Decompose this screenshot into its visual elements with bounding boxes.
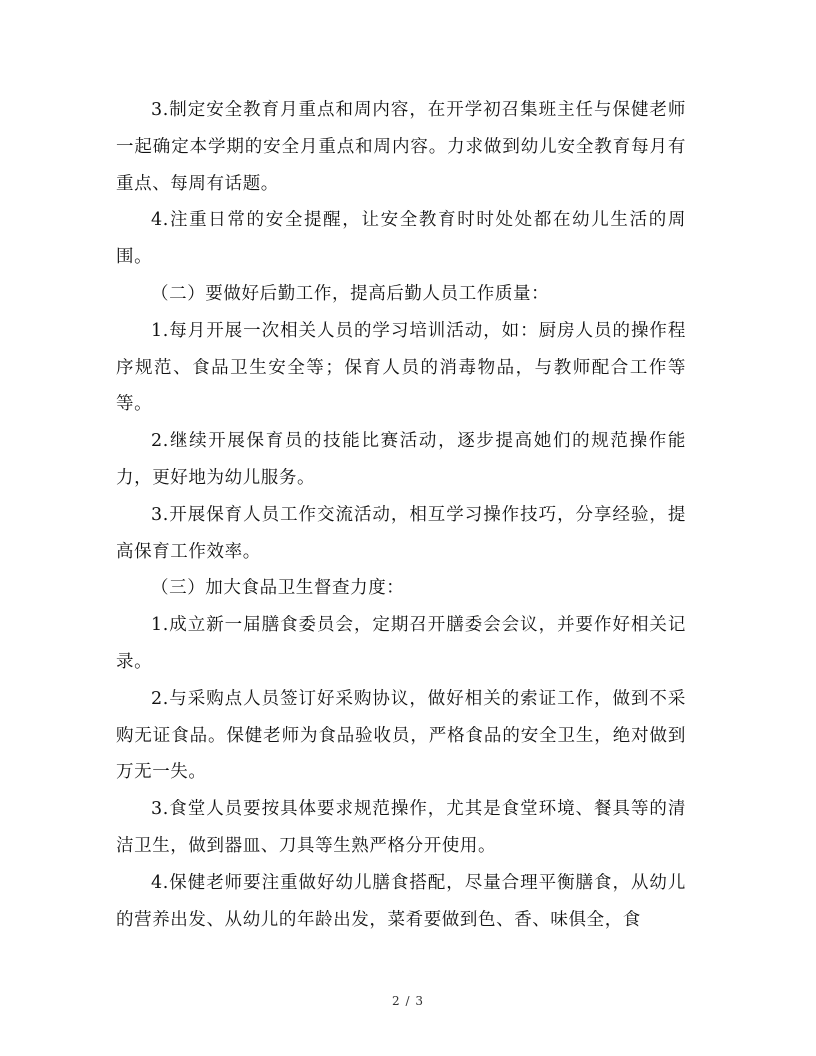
paragraph-3: 1.每月开展一次相关人员的学习培训活动，如：厨房人员的操作程序规范、食品卫生安全等；保育人员的消毒物品，与教师配合工作等等。 <box>116 320 686 415</box>
paragraph-9: 4.保健老师要注重做好幼儿膳食搭配，尽量合理平衡膳食，从幼儿的营养出发、从幼儿的年龄出发，菜肴要做到色、香、味俱全，食 <box>116 872 686 930</box>
section-heading-3: （三）加大食品卫生督查力度： <box>151 578 405 599</box>
paragraph-7: 2.与采购点人员签订好采购协议，做好相关的索证工作，做到不采购无证食品。保健老师为食品验收员，严格食品的安全卫生，绝对做到万无一失。 <box>116 688 686 783</box>
document-body <box>116 92 686 938</box>
paragraph-2: 4.注重日常的安全提醒，让安全教育时时处处都在幼儿生活的周围。 <box>116 210 686 268</box>
paragraph-8: 3.食堂人员要按具体要求规范操作，尤其是食堂环境、餐具等的清洁卫生，做到器皿、刀具等生熟严格分开使用。 <box>116 799 686 856</box>
paragraph-6: 1.成立新一届膳食委员会，定期召开膳委会会议，并要作好相关记录。 <box>116 615 686 672</box>
paragraph-1: 3.制定安全教育月重点和周内容，在开学初召集班主任与保健老师一起确定本学期的安全月重点和周内容。力求做到幼儿安全教育每月有重点、每周有话题。 <box>116 100 686 194</box>
paragraph-5: 3.开展保育人员工作交流活动，相互学习操作技巧，分享经验，提高保育工作效率。 <box>116 504 686 562</box>
section-heading-2: （二）要做好后勤工作，提高后勤人员工作质量： <box>151 283 550 304</box>
paragraph-4: 2.继续开展保育员的技能比赛活动，逐步提高她们的规范操作能力，更好地为幼儿服务。 <box>116 431 686 488</box>
page-number: 2 / 3 <box>392 994 424 1008</box>
